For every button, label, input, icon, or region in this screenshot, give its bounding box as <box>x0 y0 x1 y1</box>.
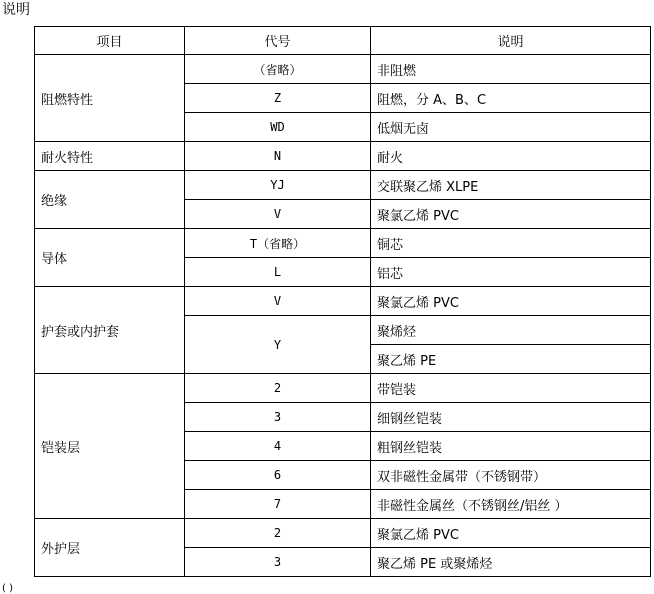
description-cell: 聚氯乙烯 PVC <box>371 519 651 548</box>
code-cell: N <box>185 142 371 171</box>
item-cell: 导体 <box>35 229 185 287</box>
description-cell: 双非磁性金属带（不锈钢带） <box>371 461 651 490</box>
code-cell: Y <box>185 316 371 374</box>
code-cell: T（省略） <box>185 229 371 258</box>
table-row <box>35 171 651 200</box>
code-cell: YJ <box>185 171 371 200</box>
code-cell: V <box>185 200 371 229</box>
code-cell: WD <box>185 113 371 142</box>
table-row <box>35 229 651 258</box>
header-row <box>35 27 651 55</box>
item-cell: 外护层 <box>35 519 185 577</box>
code-cell: 2 <box>185 519 371 548</box>
description-cell: 聚烯烃 <box>371 316 651 345</box>
description-cell: 铜芯 <box>371 229 651 258</box>
description-cell: 交联聚乙烯 XLPE <box>371 171 651 200</box>
table-row <box>35 55 651 84</box>
item-cell: 耐火特性 <box>35 142 185 171</box>
item-cell: 铠装层 <box>35 374 185 519</box>
description-cell: 聚氯乙烯 PVC <box>371 200 651 229</box>
code-cell: （省略） <box>185 55 371 84</box>
table-row <box>35 374 651 403</box>
description-cell: 聚乙烯 PE 或聚烯烃 <box>371 548 651 577</box>
code-cell: 7 <box>185 490 371 519</box>
header-code: 代号 <box>185 27 371 55</box>
table-row <box>35 142 651 171</box>
description-cell: 耐火 <box>371 142 651 171</box>
description-cell: 聚氯乙烯 PVC <box>371 287 651 316</box>
description-cell: 阻燃，分 A、B、C <box>371 84 651 113</box>
description-cell: 非磁性金属丝（不锈钢丝/铝丝 ） <box>371 490 651 519</box>
code-cell: 2 <box>185 374 371 403</box>
code-cell: 4 <box>185 432 371 461</box>
table-row <box>35 287 651 316</box>
header-item: 项目 <box>35 27 185 55</box>
code-cell: L <box>185 258 371 287</box>
code-cell: 3 <box>185 548 371 577</box>
description-cell: 低烟无卤 <box>371 113 651 142</box>
caption: 说明 <box>2 2 30 18</box>
table-row <box>35 519 651 548</box>
description-cell: 细钢丝铠装 <box>371 403 651 432</box>
description-cell: 粗钢丝铠装 <box>371 432 651 461</box>
header-description: 说明 <box>371 27 651 55</box>
code-cell: 6 <box>185 461 371 490</box>
code-cell: Z <box>185 84 371 113</box>
code-cell: 3 <box>185 403 371 432</box>
description-cell: 带铠装 <box>371 374 651 403</box>
description-cell: 非阻燃 <box>371 55 651 84</box>
description-cell: 聚乙烯 PE <box>371 345 651 374</box>
cropped-text-fragment: ( ) <box>2 583 13 594</box>
item-cell: 绝缘 <box>35 171 185 229</box>
item-cell: 阻燃特性 <box>35 55 185 142</box>
code-cell: V <box>185 287 371 316</box>
item-cell: 护套或内护套 <box>35 287 185 374</box>
description-cell: 铝芯 <box>371 258 651 287</box>
cable-code-table <box>34 26 651 577</box>
